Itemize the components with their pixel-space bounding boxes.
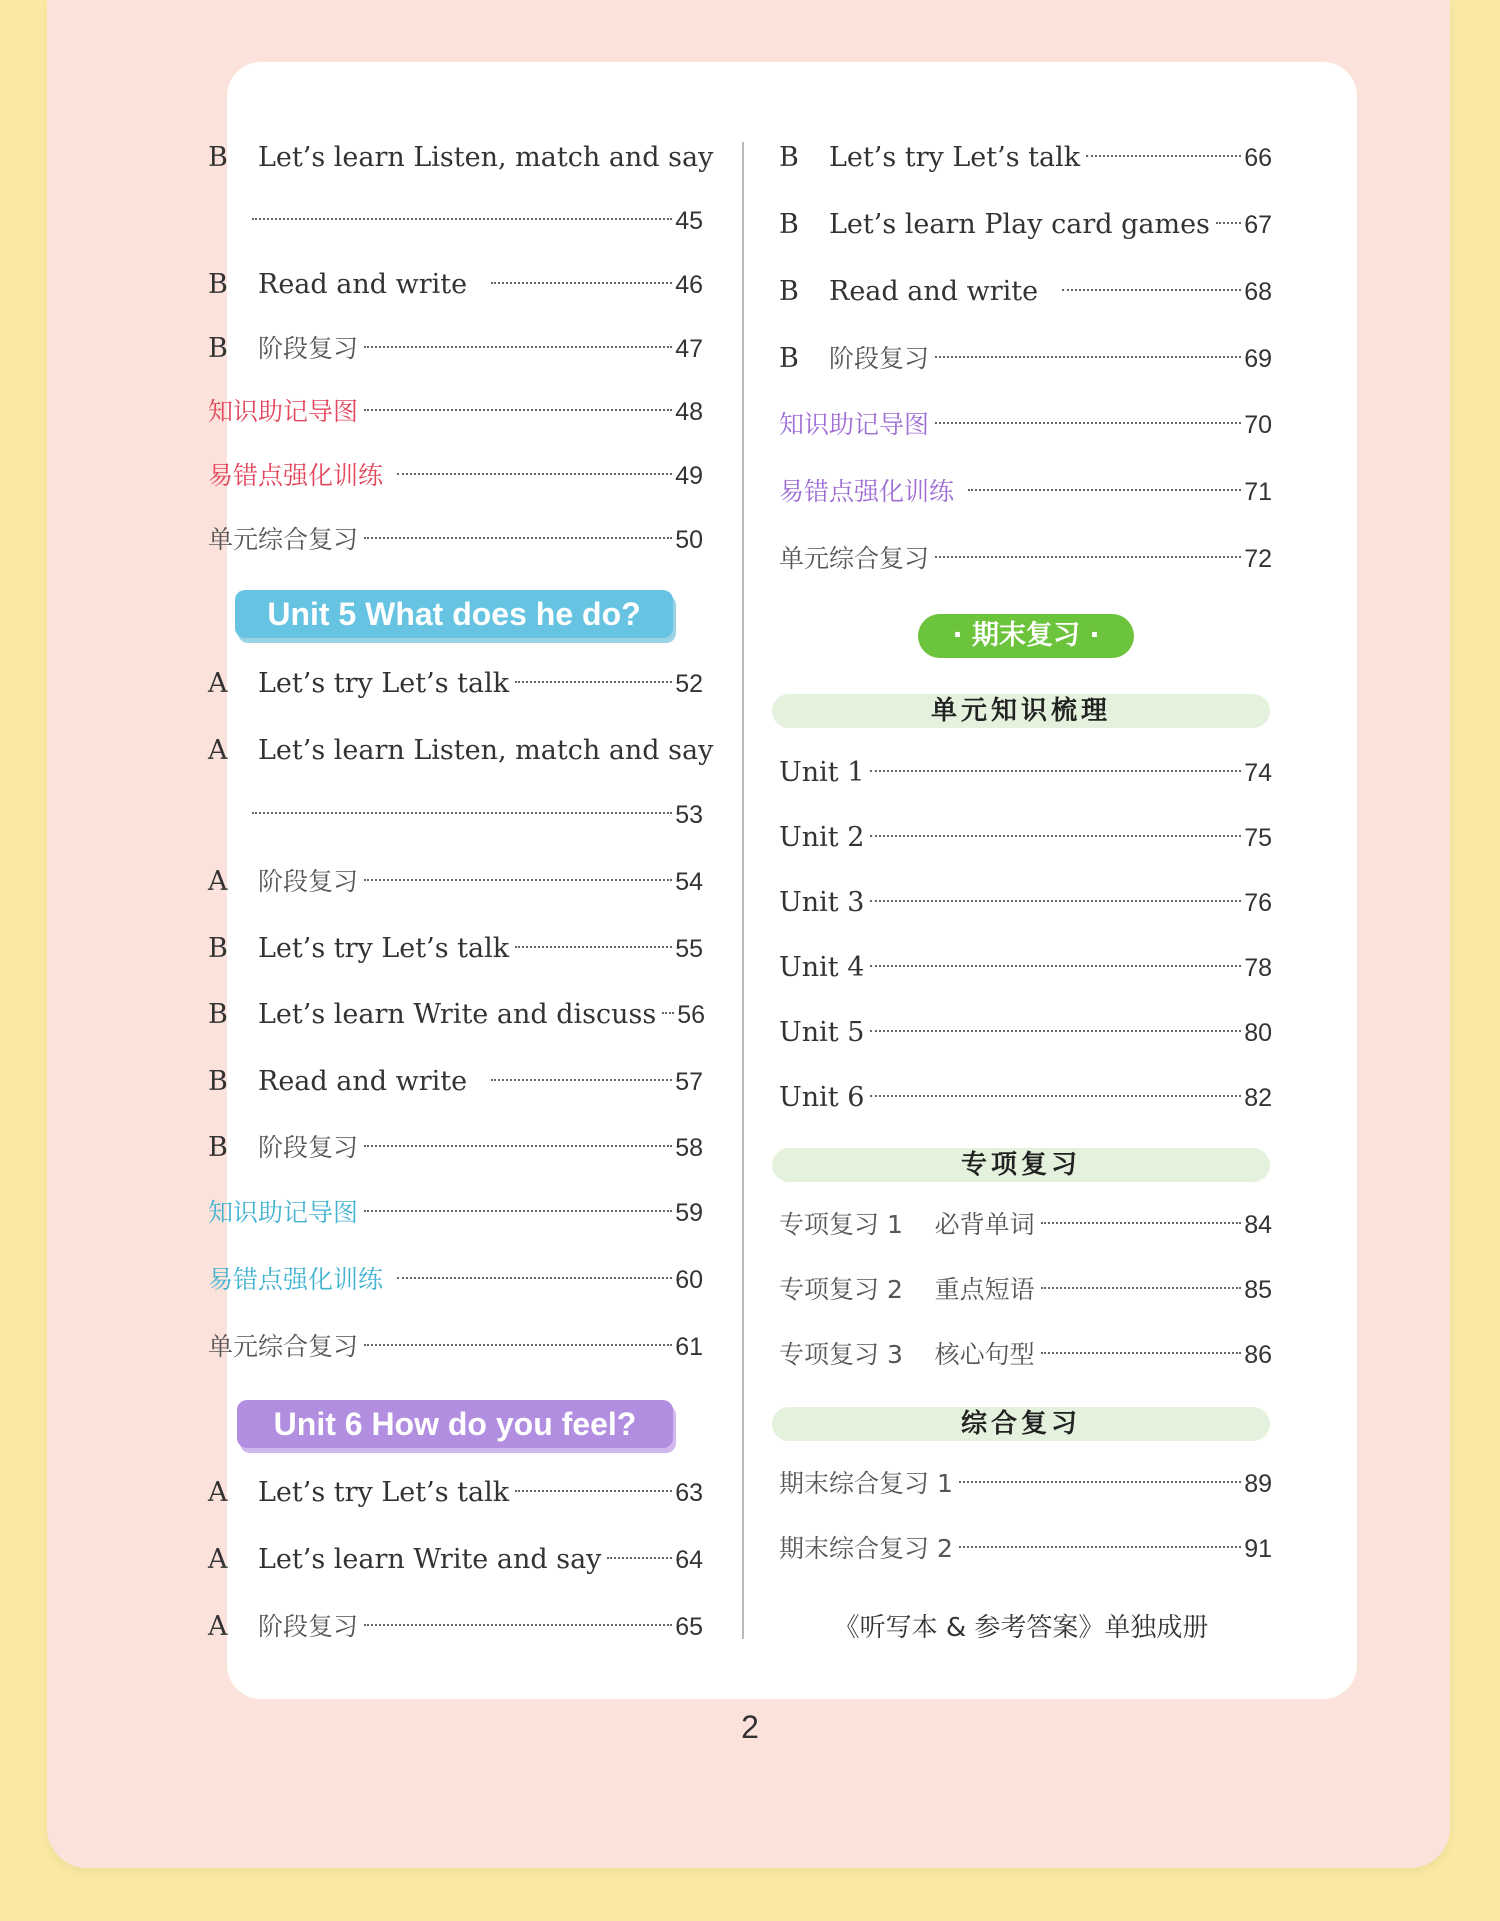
dot-leader (968, 489, 1241, 491)
toc-row[interactable] (208, 1193, 703, 1233)
row-page: 74 (1244, 759, 1272, 787)
row-title: Unit 3 (779, 887, 865, 918)
row-page: 82 (1244, 1084, 1272, 1112)
dot-leader (959, 1546, 1241, 1548)
toc-row[interactable] (208, 1607, 703, 1647)
dot-leader (935, 356, 1241, 358)
row-title: Unit 6 (779, 1082, 865, 1113)
dot-leader (870, 1095, 1241, 1097)
row-page: 53 (675, 801, 703, 829)
dot-leader (252, 812, 672, 814)
toc-row[interactable] (208, 520, 703, 560)
toc-row[interactable] (208, 1327, 703, 1367)
toc-row[interactable] (779, 1270, 1272, 1310)
toc-row[interactable] (252, 795, 703, 835)
row-page: 75 (1244, 824, 1272, 852)
row-title: 易错点强化训练 (779, 477, 955, 506)
row-page: 64 (675, 1546, 703, 1574)
row-level: A (208, 668, 228, 699)
row-page: 52 (675, 670, 703, 698)
row-title: 阶段复习 (829, 344, 930, 373)
dot-leader (364, 1210, 672, 1212)
toc-row[interactable] (779, 753, 1272, 793)
toc-row[interactable] (208, 929, 703, 969)
toc-row[interactable] (208, 731, 714, 771)
row-title: 知识助记导图 (208, 1198, 359, 1227)
row-page: 69 (1244, 345, 1272, 373)
row-level: B (208, 933, 228, 964)
toc-row[interactable] (208, 265, 703, 305)
row-page: 68 (1244, 278, 1272, 306)
toc-row[interactable] (779, 1529, 1272, 1569)
toc-row[interactable] (779, 472, 1272, 512)
row-level: B (208, 269, 228, 300)
dot-leader (364, 879, 672, 881)
toc-row[interactable] (779, 1078, 1272, 1118)
toc-row[interactable] (779, 539, 1272, 579)
dot-leader (662, 1012, 674, 1014)
toc-row[interactable] (779, 405, 1272, 445)
row-title: Let’s learn Write and say (258, 1544, 602, 1575)
row-level: B (208, 333, 228, 364)
dot-leader (364, 346, 672, 348)
dot-leader (364, 1145, 672, 1147)
toc-row[interactable] (779, 138, 1272, 178)
row-page: 70 (1244, 411, 1272, 439)
toc-row[interactable] (252, 201, 703, 241)
dot-leader (397, 1277, 672, 1279)
row-title: Unit 5 (779, 1017, 865, 1048)
unit5-banner[interactable]: Unit 5 What does he do? (235, 590, 673, 638)
row-title: Let’s try Let’s talk (829, 142, 1081, 173)
row-title: Let’s try Let’s talk (258, 933, 510, 964)
row-page: 80 (1244, 1019, 1272, 1047)
column-divider (742, 142, 744, 1639)
row-page: 60 (675, 1266, 703, 1294)
row-title: 专项复习 2 重点短语 (779, 1275, 1035, 1304)
unit6-banner[interactable]: Unit 6 How do you feel? (237, 1400, 673, 1448)
toc-row[interactable] (208, 995, 706, 1035)
row-page: 72 (1244, 545, 1272, 573)
dot-leader (397, 473, 672, 475)
row-level: B (779, 209, 799, 240)
dot-leader (1062, 289, 1241, 291)
row-level: B (779, 142, 799, 173)
toc-row[interactable] (208, 1128, 703, 1168)
row-title: 单元综合复习 (208, 1332, 359, 1361)
row-title: 单元综合复习 (779, 544, 930, 573)
row-page: 57 (675, 1068, 703, 1096)
row-title: Let’s learn Write and discuss (258, 999, 657, 1030)
row-page: 48 (675, 398, 703, 426)
row-title: Let’s try Let’s talk (258, 1477, 510, 1508)
row-title: Read and write (258, 269, 468, 300)
dot-leader (364, 1344, 672, 1346)
row-page: 67 (1244, 211, 1272, 239)
row-page: 89 (1244, 1470, 1272, 1498)
row-page: 86 (1244, 1341, 1272, 1369)
dot-leader (515, 1490, 672, 1492)
toc-row[interactable] (779, 339, 1272, 379)
row-title: 易错点强化训练 (208, 1265, 384, 1294)
row-title: 期末综合复习 2 (779, 1534, 953, 1563)
row-level: B (208, 142, 228, 173)
row-page: 84 (1244, 1211, 1272, 1239)
dot-leader (607, 1557, 672, 1559)
row-title: Unit 2 (779, 822, 865, 853)
dot-leader (515, 681, 672, 683)
toc-row[interactable] (208, 1473, 703, 1513)
dot-leader (959, 1481, 1241, 1483)
row-title: 阶段复习 (258, 334, 359, 363)
row-title: Let’s try Let’s talk (258, 668, 510, 699)
toc-row[interactable] (208, 862, 703, 902)
row-page: 55 (675, 935, 703, 963)
toc-row[interactable] (208, 392, 703, 432)
section-unit-summary: 单元知识梳理 (772, 694, 1270, 728)
dot-leader (491, 1079, 672, 1081)
dot-leader (870, 835, 1241, 837)
row-title: Unit 4 (779, 952, 865, 983)
row-title: 专项复习 1 必背单词 (779, 1210, 1035, 1239)
dot-leader (870, 1030, 1241, 1032)
row-page: 54 (675, 868, 703, 896)
row-title: 知识助记导图 (208, 397, 359, 426)
row-page: 50 (675, 526, 703, 554)
toc-row[interactable] (208, 329, 703, 369)
row-page: 85 (1244, 1276, 1272, 1304)
toc-row[interactable] (779, 1205, 1272, 1245)
row-page: 71 (1244, 478, 1272, 506)
row-page: 63 (675, 1479, 703, 1507)
row-page: 56 (677, 1001, 706, 1029)
row-title: 单元综合复习 (208, 525, 359, 554)
final-review-pill[interactable]: · 期末复习 · (918, 614, 1134, 658)
row-title: Let’s learn Listen, match and say (258, 142, 714, 173)
row-level: B (208, 1066, 228, 1097)
toc-row[interactable] (208, 456, 703, 496)
toc-row[interactable] (208, 664, 703, 704)
row-page: 58 (675, 1134, 703, 1162)
toc-row[interactable] (779, 1464, 1272, 1504)
row-level: A (208, 735, 228, 766)
row-page: 78 (1244, 954, 1272, 982)
row-page: 47 (675, 335, 703, 363)
page-number: 2 (741, 1709, 759, 1745)
dot-leader (491, 282, 672, 284)
row-title: 专项复习 3 核心句型 (779, 1340, 1035, 1369)
row-title: 阶段复习 (258, 867, 359, 896)
dot-leader (515, 946, 672, 948)
toc-row[interactable] (779, 948, 1272, 988)
row-page: 91 (1244, 1535, 1272, 1563)
row-title: Read and write (829, 276, 1039, 307)
dot-leader (870, 965, 1241, 967)
dot-leader (1041, 1287, 1242, 1289)
row-title: 阶段复习 (258, 1133, 359, 1162)
dot-leader (1041, 1222, 1242, 1224)
toc-row[interactable] (208, 1540, 703, 1580)
answer-booklet-note: 《听写本 & 参考答案》单独成册 (833, 1613, 1209, 1643)
toc-row[interactable] (208, 1260, 703, 1300)
row-title: 知识助记导图 (779, 410, 930, 439)
row-level: B (208, 999, 228, 1030)
row-level: A (208, 1544, 228, 1575)
row-level: B (208, 1132, 228, 1163)
row-page: 65 (675, 1613, 703, 1641)
dot-leader (935, 556, 1241, 558)
dot-leader (252, 218, 672, 220)
section-special-review: 专项复习 (772, 1148, 1270, 1182)
dot-leader (1086, 155, 1241, 157)
dot-leader (1041, 1352, 1242, 1354)
row-page: 45 (675, 207, 703, 235)
row-title: 易错点强化训练 (208, 461, 384, 490)
toc-row[interactable] (208, 138, 714, 178)
row-title: Let’s learn Play card games (829, 209, 1210, 240)
dot-leader (870, 900, 1241, 902)
row-title: Unit 1 (779, 757, 865, 788)
row-page: 59 (675, 1199, 703, 1227)
row-page: 61 (675, 1333, 703, 1361)
row-level: A (208, 866, 228, 897)
toc-row[interactable] (779, 1013, 1272, 1053)
row-title: Read and write (258, 1066, 468, 1097)
row-page: 76 (1244, 889, 1272, 917)
row-title: 期末综合复习 1 (779, 1469, 953, 1498)
row-page: 49 (675, 462, 703, 490)
toc-row[interactable] (779, 883, 1272, 923)
toc-row[interactable] (779, 205, 1272, 245)
toc-row[interactable] (779, 818, 1272, 858)
dot-leader (364, 537, 672, 539)
dot-leader (935, 422, 1241, 424)
dot-leader (364, 409, 672, 411)
row-level: A (208, 1477, 228, 1508)
row-level: A (208, 1611, 228, 1642)
toc-row[interactable] (779, 272, 1272, 312)
toc-row[interactable] (208, 1062, 703, 1102)
row-page: 46 (675, 271, 703, 299)
row-title: Let’s learn Listen, match and say (258, 735, 714, 766)
dot-leader (1216, 222, 1241, 224)
dot-leader (870, 770, 1241, 772)
section-comprehensive-review: 综合复习 (772, 1407, 1270, 1441)
dot-leader (364, 1624, 672, 1626)
row-title: 阶段复习 (258, 1612, 359, 1641)
row-level: B (779, 343, 799, 374)
toc-row[interactable] (779, 1335, 1272, 1375)
row-level: B (779, 276, 799, 307)
row-page: 66 (1244, 144, 1272, 172)
